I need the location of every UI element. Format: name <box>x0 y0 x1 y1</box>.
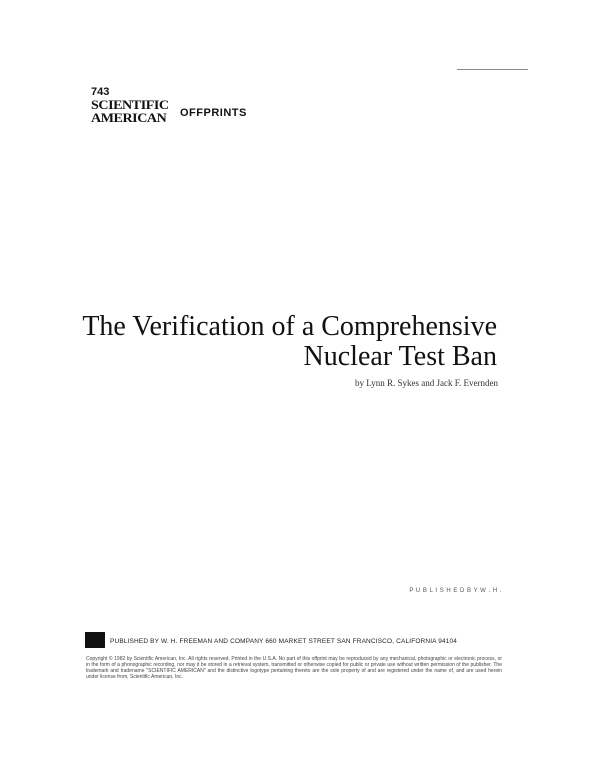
article-title-line-2: Nuclear Test Ban <box>303 341 497 372</box>
offprint-number: 743 <box>91 86 110 98</box>
publisher-line: PUBLISHED BY W. H. FREEMAN AND COMPANY 660 MARKET STREET SAN FRANCISCO, CALIFORNIA 94104 <box>110 638 458 645</box>
logo-line-scientific: SCIENTIFIC <box>91 97 169 112</box>
copyright-notice: Copyright © 1982 by Scientific American, Inc. All rights reserved. Printed in the U.S.A. No part of this offprint may be reproduced by any mechanical, photographic or electronic process, or in the form of a phonographic recording, nor may it be stored in a retrieval system, transmitted or otherwise copied for public or private use without written permission of the publisher. The trademark and tradename "SCIENTIFIC AMERICAN" and the distinctive logotype pertaining thereto are the sole property of and are registered under the name of, and are used herein under license from, Scientific American, Inc. <box>86 656 502 680</box>
offprints-label: OFFPRINTS <box>180 107 247 119</box>
publisher-mark <box>85 632 105 648</box>
scientific-american-logo <box>91 86 169 125</box>
logo-line-american: AMERICAN <box>91 110 167 125</box>
top-rule <box>457 69 528 70</box>
article-byline: by Lynn R. Sykes and Jack F. Evernden <box>354 378 498 388</box>
print-codes: P U B L I S H E D B Y W . H . <box>409 588 502 594</box>
article-title-line-1: The Verification of a Comprehensive <box>82 311 497 342</box>
